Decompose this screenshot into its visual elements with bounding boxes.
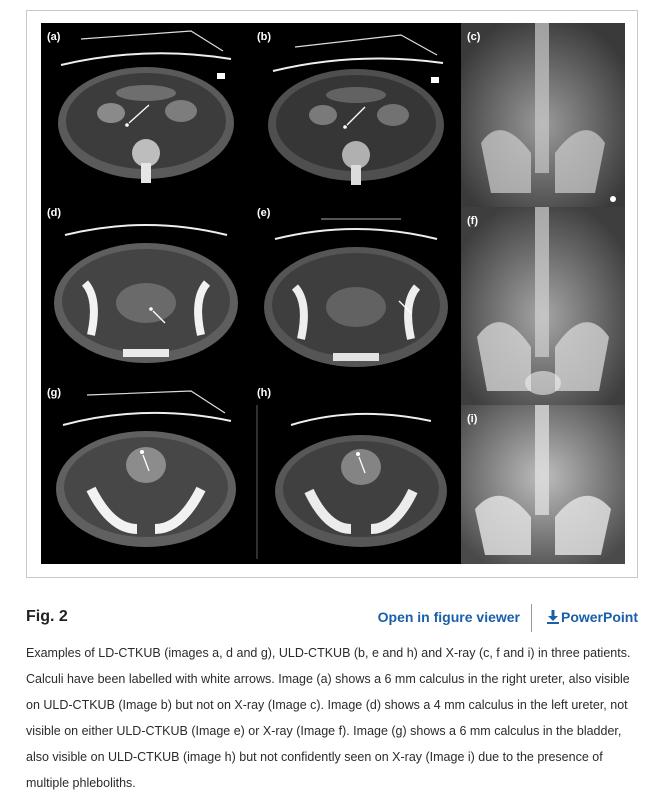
- xray-abdomen-icon: [461, 207, 625, 405]
- panel-label: (a): [47, 31, 61, 43]
- panel-f: [461, 207, 625, 405]
- panel-label: (g): [47, 387, 62, 399]
- powerpoint-link[interactable]: [547, 609, 638, 625]
- panel-label: (i): [467, 413, 478, 425]
- panel-label: (h): [257, 387, 272, 399]
- ct-scan-pelvis-icon: [41, 379, 251, 564]
- figure-frame: [26, 10, 638, 578]
- panel-g: [41, 379, 251, 564]
- panel-label: (b): [257, 31, 272, 43]
- panel-label: (f): [467, 215, 478, 227]
- ct-scan-pelvis-icon: [251, 199, 461, 379]
- figure-image[interactable]: [41, 23, 625, 564]
- ct-scan-abdomen-icon: [41, 23, 251, 199]
- caption-text: Examples of LD-CTKUB (images a, d and g), ULD-CTKUB (b, e and h) and X-ray (c, f and i) in three patients. Calculi have been labelled with white arrows. Image (a) shows a 6 mm calculus in the right ureter, also visible on ULD-CTKUB (Image b) but not on X-ray (Image c). Image (d) shows a 4 mm calculus in the left ureter, not visible on either ULD-CTKUB (Image e) or X-ray (Image f). Image (g) shows a 6 mm calculus in the bladder, also visible on ULD-CTKUB (image h) but not confidently seen on X-ray (Image i) due to the presence of multiple phleboliths.: [26, 646, 631, 790]
- ct-scan-abdomen-icon: [251, 23, 461, 199]
- ct-scan-pelvis-icon: [251, 379, 461, 564]
- panel-e: [251, 199, 461, 379]
- panel-label: (c): [467, 31, 481, 43]
- panel-label: (d): [47, 207, 62, 219]
- download-icon: [547, 610, 559, 624]
- panel-label: (e): [257, 207, 271, 219]
- panel-h: [251, 379, 461, 564]
- panel-c: [461, 23, 625, 207]
- panel-a: [41, 23, 251, 199]
- xray-abdomen-icon: [461, 405, 625, 564]
- ct-scan-pelvis-icon: [41, 199, 251, 379]
- figure-title: Fig. 2: [26, 608, 68, 625]
- panel-b: [251, 23, 461, 199]
- figure-caption: [26, 640, 642, 796]
- link-divider: [531, 604, 532, 632]
- open-in-figure-viewer-link[interactable]: Open in figure viewer: [377, 609, 520, 625]
- powerpoint-label: PowerPoint: [560, 609, 638, 625]
- figure-header: [26, 604, 638, 632]
- xray-abdomen-icon: [461, 23, 625, 207]
- panel-i: [461, 405, 625, 564]
- panel-d: [41, 199, 251, 379]
